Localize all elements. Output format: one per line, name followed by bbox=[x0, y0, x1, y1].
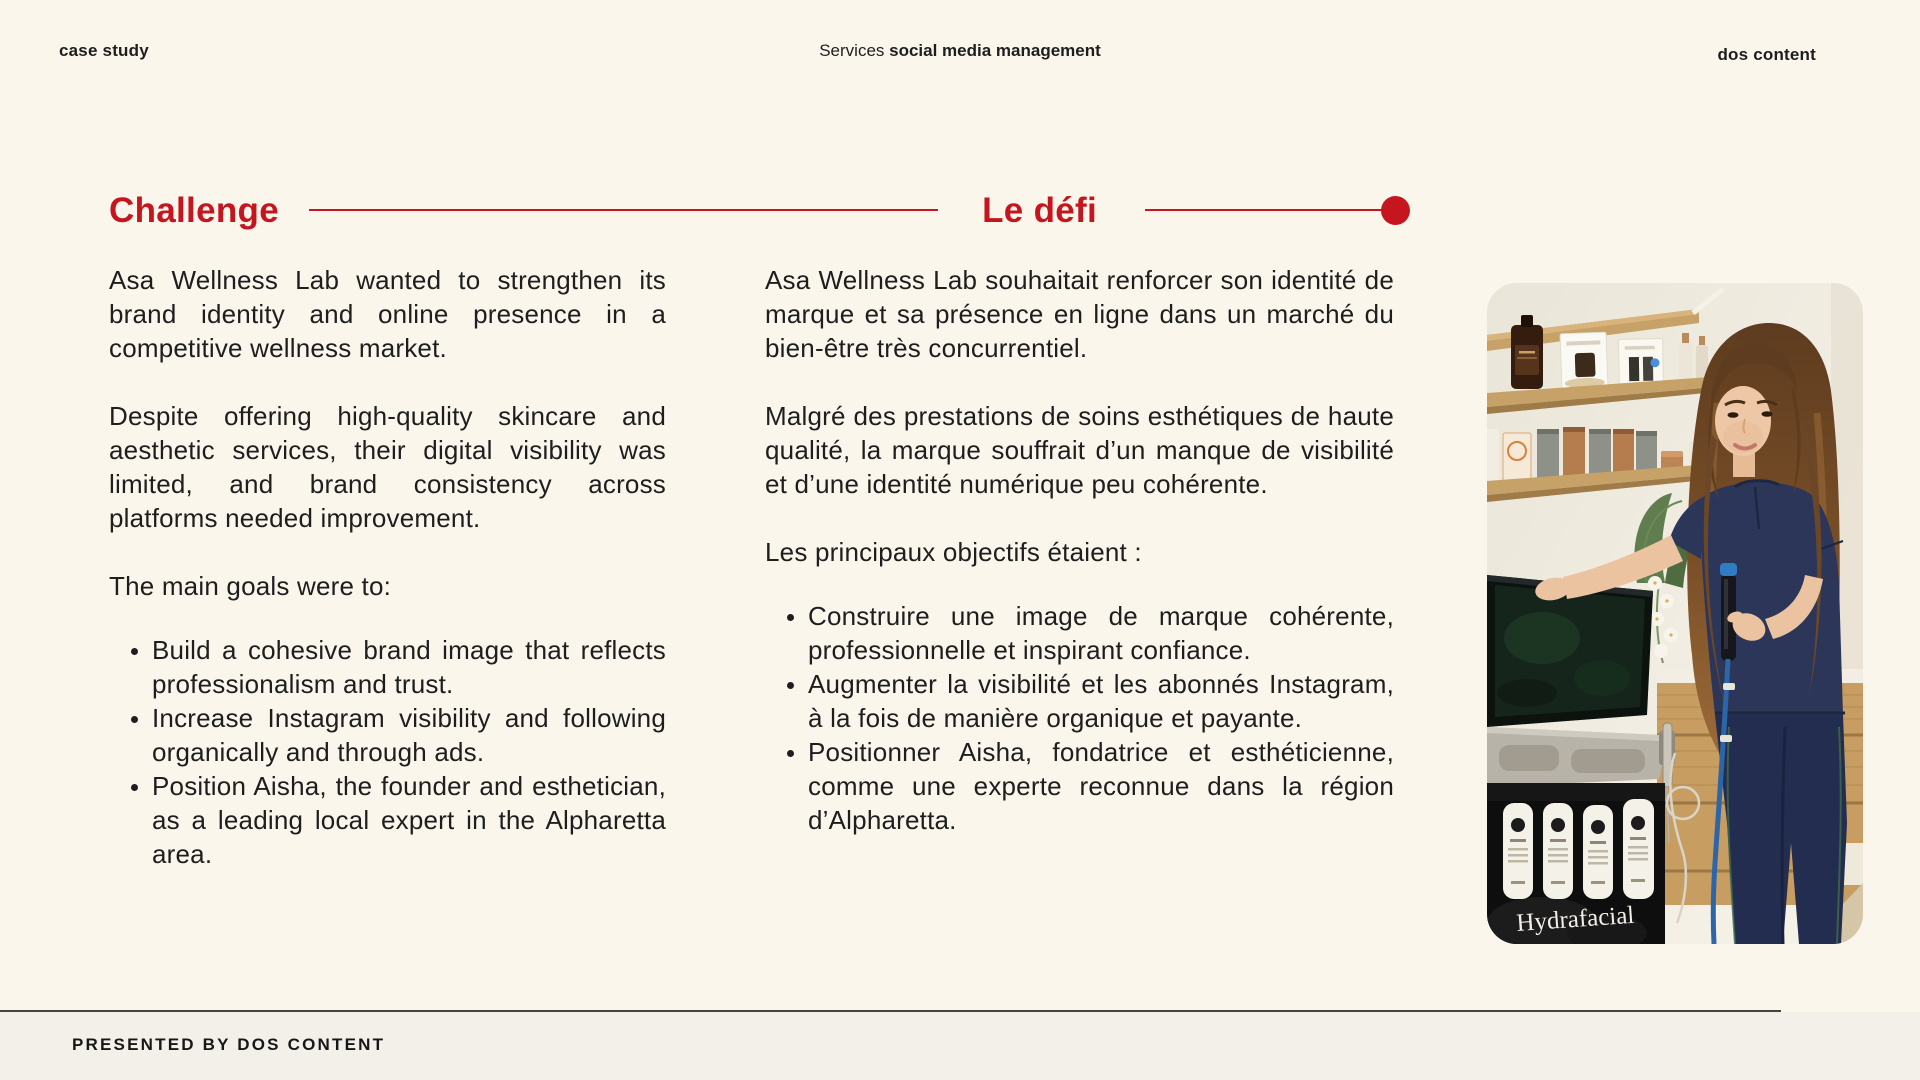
goal-item: • Build a cohesive brand image that reflects professionalism and trust. bbox=[152, 633, 666, 701]
hydrafacial-machine bbox=[1487, 575, 1675, 944]
header-service-name: social media management bbox=[889, 41, 1101, 60]
english-column bbox=[109, 263, 666, 871]
footer-divider bbox=[0, 1010, 1781, 1012]
goals-intro: The main goals were to: bbox=[109, 571, 392, 601]
header-center-label bbox=[819, 41, 1101, 61]
header bbox=[0, 0, 1920, 80]
header-services-label: Services bbox=[819, 41, 890, 60]
goals-list bbox=[765, 599, 1394, 837]
goals-list bbox=[109, 633, 666, 871]
goal-item: • Increase Instagram visibility and following organically and through ads. bbox=[152, 701, 666, 769]
defi-title: Le défi bbox=[982, 190, 1097, 230]
goal-item: • Augmenter la visibilité et les abonnés Instagram, à la fois de manière organique et payante. bbox=[808, 667, 1394, 735]
french-column bbox=[765, 263, 1394, 837]
divider-dot bbox=[1381, 196, 1410, 225]
case-study-photo bbox=[1487, 283, 1863, 944]
challenge-title: Challenge bbox=[109, 190, 279, 230]
paragraph: Asa Wellness Lab souhaitait renforcer son identité de marque et sa présence en ligne dans un marché du bien-être très concurrentiel. bbox=[765, 265, 1394, 363]
footer bbox=[0, 1012, 1920, 1080]
header-brand-label: dos content bbox=[1717, 45, 1816, 64]
paragraph: Asa Wellness Lab wanted to strengthen its brand identity and online presence in a competitive wellness market. bbox=[109, 265, 666, 363]
challenge-divider bbox=[309, 209, 938, 211]
photo-scene-svg bbox=[1487, 283, 1863, 944]
paragraph: Despite offering high-quality skincare and aesthetic services, their digital visibility was limited, and brand consistency across platforms needed improvement. bbox=[109, 401, 666, 533]
paragraph: Malgré des prestations de soins esthétiques de haute qualité, la marque souffrait d’un manque de visibilité et d’une identité numérique peu cohérente. bbox=[765, 401, 1394, 499]
defi-divider bbox=[1145, 209, 1383, 211]
goal-item: • Positionner Aisha, fondatrice et esthéticienne, comme une experte reconnue dans la région d’Alpharetta. bbox=[808, 735, 1394, 837]
goal-item: • Construire une image de marque cohérente, professionnelle et inspirant confiance. bbox=[808, 599, 1394, 667]
goal-item: • Position Aisha, the founder and esthetician, as a leading local expert in the Alpharetta area. bbox=[152, 769, 666, 871]
goals-intro: Les principaux objectifs étaient : bbox=[765, 537, 1142, 567]
hydrafacial-label: Hydrafacial bbox=[1515, 901, 1636, 937]
section-heading-row bbox=[109, 186, 1410, 234]
footer-text: PRESENTED BY DOS CONTENT bbox=[72, 1035, 386, 1055]
header-left-label: case study bbox=[59, 41, 149, 60]
